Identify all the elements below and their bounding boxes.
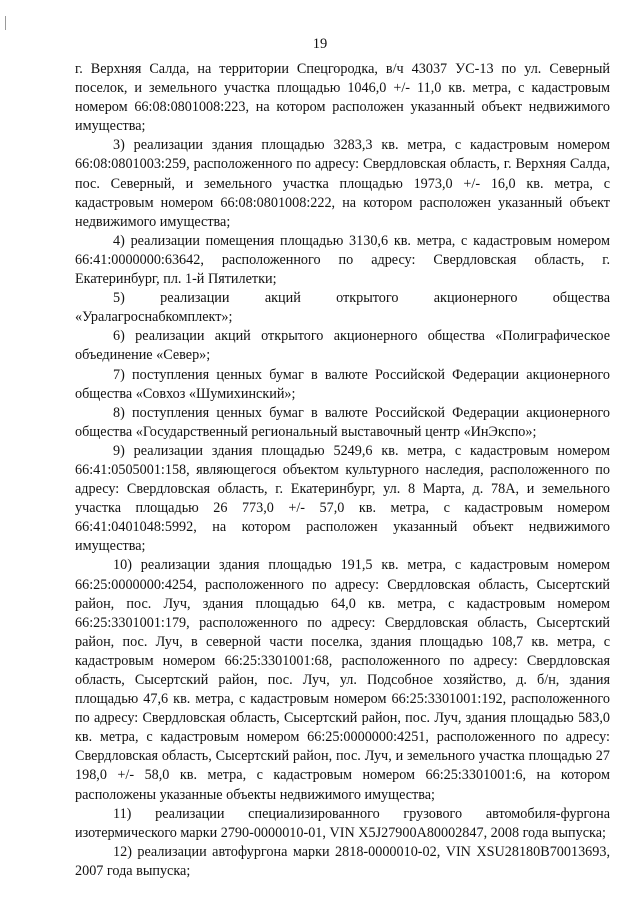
- scan-margin-mark: [5, 16, 6, 30]
- paragraph: 8) поступления ценных бумаг в валюте Российской Федерации акционерного общества «Государственный региональный выставочный центр «ИнЭкспо»;: [75, 404, 610, 440]
- paragraph: 3) реализации здания площадью 3283,3 кв. метра, с кадастровым номером 66:08:0801003:259, расположенного по адресу: Свердловская область, г. Верхняя Салда, пос. Северный, и земельного участка площадью 1973,0 +/- 16,0 кв. метра, с кадастровым номером 66:08:0801008:222, на котором расположен указанный объект недвижимого имущества;: [75, 137, 610, 230]
- paragraph: 5) реализации акций открытого акционерного общества «Уралагроснабкомплект»;: [75, 290, 610, 326]
- paragraph: 4) реализации помещения площадью 3130,6 кв. метра, с кадастровым номером 66:41:0000000:63642, расположенного по адресу: Свердловская область, г. Екатеринбург, пл. 1-й Пятилетки;: [75, 232, 610, 288]
- paragraph: 10) реализации здания площадью 191,5 кв. метра, с кадастровым номером 66:25:0000000:4254, расположенного по адресу: Свердловская область, Сысертский район, пос. Луч, здания площадью 64,0 кв. метра, с кадастровым номером 66:25:3301001:179, расположенного по адресу: Свердловская область, Сысертский район, пос. Луч, в северной части поселка, здания площадью 108,7 кв. метра, с кадастровым номером 66:25:3301001:68, расположенного по адресу: Свердловская область, Сысертский район, пос. Луч, ул. Подсобное хозяйство, д. б/н, здания площадью 47,6 кв. метра, с кадастровым номером 66:25:3301001:192, расположенного по адресу: Свердловская область, Сысертский район, пос. Луч, здания площадью 583,0 кв. метра, с кадастровым номером 66:25:0000000:4251, расположенного по адресу: Свердловская область, Сысертский район, пос. Луч, и земельного участка площадью 27 198,0 +/- 58,0 кв. метра, с кадастровым номером 66:25:3301001:6, на котором расположены указанные объекты недвижимого имущества;: [75, 557, 610, 803]
- document-body: [75, 60, 610, 881]
- paragraph: 9) реализации здания площадью 5249,6 кв. метра, с кадастровым номером 66:41:0505001:158, являющегося объектом культурного наследия, расположенного по адресу: Свердловская область, г. Екатеринбург, ул. 8 Марта, д. 78А, и земельного участка площадью 26 773,0 +/- 57,0 кв. метра, с кадастровым номером 66:41:0401048:5992, на котором расположен указанный объект недвижимого имущества;: [75, 442, 610, 555]
- paragraph: 6) реализации акций открытого акционерного общества «Полиграфическое объединение «Север»;: [75, 328, 610, 364]
- paragraph: 7) поступления ценных бумаг в валюте Российской Федерации акционерного общества «Совхоз «Шумихинский»;: [75, 366, 610, 402]
- paragraph: 12) реализации автофургона марки 2818-0000010-02, VIN XSU28180B70013693, 2007 года выпуска;: [75, 843, 610, 879]
- page-number: 19: [312, 36, 328, 52]
- paragraph: г. Верхняя Салда, на территории Спецгородка, в/ч 43037 УС-13 по ул. Северный поселок, и земельного участка площадью 1046,0 +/- 11,0 кв. метра, с кадастровым номером 66:08:0801008:223, на котором расположен указанный объект недвижимого имущества;: [75, 61, 610, 135]
- paragraph: 11) реализации специализированного грузового автомобиля-фургона изотермического марки 2790-0000010-01, VIN X5J27900A80002847, 2008 года выпуска;: [75, 805, 610, 841]
